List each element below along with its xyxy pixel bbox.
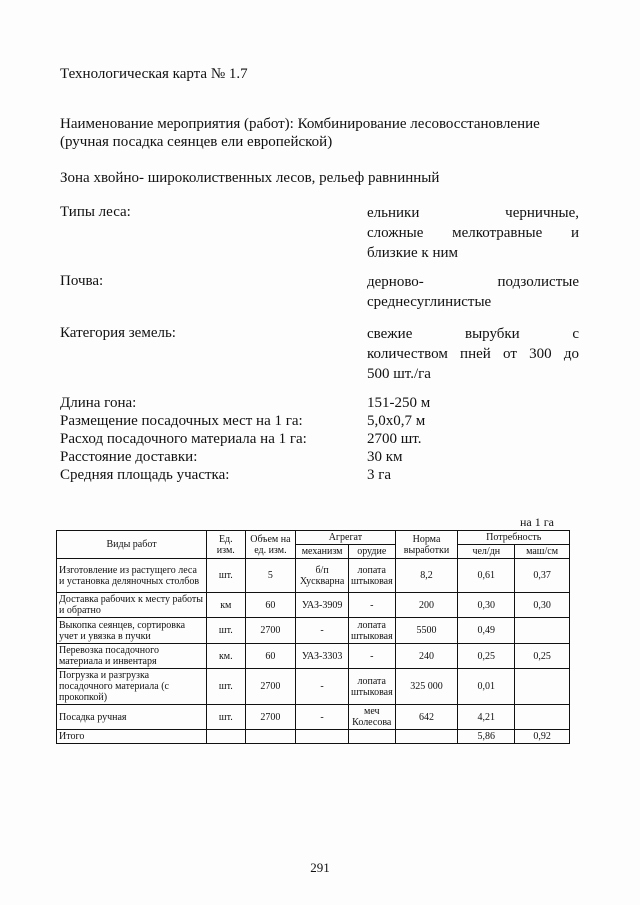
- norm-cell: 642: [395, 705, 458, 730]
- soil-line: среднесуглинистые: [367, 294, 492, 310]
- param-label: Размещение посадочных мест на 1 га:: [60, 413, 303, 429]
- mechanism-cell: -: [296, 705, 349, 730]
- param-label: Средняя площадь участка:: [60, 467, 230, 483]
- work-cell: Посадка ручная: [57, 705, 207, 730]
- norm-cell: 240: [395, 644, 458, 669]
- mechanism-cell: УАЗ-3303: [296, 644, 349, 669]
- volume-cell: 2700: [245, 705, 296, 730]
- machine-shifts-cell: [515, 705, 570, 730]
- header-work-type: Виды работ: [57, 531, 207, 559]
- measure-line-2: (ручная посадка сеянцев ели европейской): [60, 134, 333, 150]
- param-label: Расход посадочного материала на 1 га:: [60, 431, 307, 447]
- tool-cell: -: [348, 593, 395, 618]
- man-days-cell: 0,30: [458, 593, 515, 618]
- land-category-line: 500 шт./га: [367, 366, 431, 382]
- machine-shifts-cell: [515, 618, 570, 644]
- unit-cell: шт.: [207, 618, 246, 644]
- param-value: 2700 шт.: [367, 431, 422, 447]
- param-value: 30 км: [367, 449, 403, 465]
- land-category-value: [367, 324, 579, 384]
- tool-cell: [348, 730, 395, 744]
- param-label: Расстояние доставки:: [60, 449, 198, 465]
- norm-cell: 325 000: [395, 669, 458, 705]
- machine-shifts-cell: 0,25: [515, 644, 570, 669]
- tool-cell: -: [348, 644, 395, 669]
- header-mechanism: механизм: [296, 545, 349, 559]
- unit-cell: км.: [207, 644, 246, 669]
- work-cell: Доставка рабочих к месту работы и обратно: [57, 593, 207, 618]
- land-category-line: свежие вырубки с: [367, 326, 579, 342]
- tool-cell: лопата штыковая: [348, 559, 395, 593]
- header-tool: орудие: [348, 545, 395, 559]
- unit-cell: [207, 730, 246, 744]
- machine-shifts-cell: [515, 669, 570, 705]
- works-table: [56, 530, 570, 744]
- land-category-label: Категория земель:: [60, 325, 176, 341]
- page-number: 291: [310, 860, 330, 875]
- land-category-line: количеством пней от 300 до: [367, 346, 579, 362]
- man-days-cell: 0,25: [458, 644, 515, 669]
- mechanism-cell: -: [296, 618, 349, 644]
- volume-cell: [245, 730, 296, 744]
- forest-types-value: [367, 203, 579, 263]
- param-value: 5,0х0,7 м: [367, 413, 426, 429]
- param-row: [60, 430, 580, 448]
- volume-cell: 5: [245, 559, 296, 593]
- table-row: [57, 559, 570, 593]
- header-machine-shifts: маш/см: [515, 545, 570, 559]
- work-cell: Перевозка посадочного материала и инвентаря: [57, 644, 207, 669]
- forest-types-line: близкие к ним: [367, 245, 459, 261]
- header-aggregate: Агрегат: [296, 531, 395, 545]
- unit-cell: шт.: [207, 559, 246, 593]
- norm-cell: [395, 730, 458, 744]
- table-unit-label: на 1 га: [520, 515, 554, 529]
- man-days-cell: 0,61: [458, 559, 515, 593]
- volume-cell: 60: [245, 593, 296, 618]
- volume-cell: 2700: [245, 618, 296, 644]
- norm-cell: 200: [395, 593, 458, 618]
- table-total-row: [57, 730, 570, 744]
- header-volume: Объем на ед. изм.: [245, 531, 296, 559]
- soil-line: дерново- подзолистые: [367, 274, 579, 290]
- forest-types-label: Типы леса:: [60, 204, 131, 220]
- param-row: [60, 412, 580, 430]
- work-cell: Погрузка и разгрузка посадочного материала (с прокопкой): [57, 669, 207, 705]
- unit-cell: шт.: [207, 705, 246, 730]
- work-cell: Изготовление из растущего леса и установка деляночных столбов: [57, 559, 207, 593]
- machine-shifts-cell: 0,37: [515, 559, 570, 593]
- man-days-cell: 0,01: [458, 669, 515, 705]
- work-cell: Выкопка сеянцев, сортировка учет и увязка в пучки: [57, 618, 207, 644]
- table-row: [57, 618, 570, 644]
- machine-shifts-total-cell: 0,92: [515, 730, 570, 744]
- machine-shifts-cell: 0,30: [515, 593, 570, 618]
- soil-label: Почва:: [60, 273, 104, 289]
- unit-cell: км: [207, 593, 246, 618]
- soil-value: [367, 272, 579, 312]
- table-row: [57, 644, 570, 669]
- table-row: [57, 705, 570, 730]
- tool-cell: лопата штыковая: [348, 669, 395, 705]
- table-row: [57, 669, 570, 705]
- parameters-list: [60, 394, 580, 484]
- param-value: 151-250 м: [367, 395, 431, 411]
- volume-cell: 60: [245, 644, 296, 669]
- header-need: Потребность: [458, 531, 570, 545]
- zone-line: Зона хвойно- широколиственных лесов, рельеф равнинный: [60, 170, 440, 186]
- forest-types-line: сложные мелкотравные и: [367, 225, 579, 241]
- header-man-days: чел/дн: [458, 545, 515, 559]
- param-label: Длина гона:: [60, 395, 137, 411]
- table-row: [57, 593, 570, 618]
- header-norm: Норма выработки: [395, 531, 458, 559]
- work-cell: Итого: [57, 730, 207, 744]
- param-value: 3 га: [367, 467, 392, 483]
- unit-cell: шт.: [207, 669, 246, 705]
- man-days-total-cell: 5,86: [458, 730, 515, 744]
- param-row: [60, 466, 580, 484]
- header-unit: Ед. изм.: [207, 531, 246, 559]
- man-days-cell: 4,21: [458, 705, 515, 730]
- tool-cell: лопата штыковая: [348, 618, 395, 644]
- mechanism-cell: -: [296, 669, 349, 705]
- param-row: [60, 448, 580, 466]
- mechanism-cell: [296, 730, 349, 744]
- document-title: Технологическая карта № 1.7: [60, 66, 248, 82]
- man-days-cell: 0,49: [458, 618, 515, 644]
- mechanism-cell: б/п Хускварна: [296, 559, 349, 593]
- norm-cell: 5500: [395, 618, 458, 644]
- volume-cell: 2700: [245, 669, 296, 705]
- tool-cell: меч Колесова: [348, 705, 395, 730]
- mechanism-cell: УАЗ-3909: [296, 593, 349, 618]
- measure-line-1: Наименование мероприятия (работ): Комбинирование лесовосстановление: [60, 116, 540, 132]
- forest-types-line: ельники черничные,: [367, 205, 579, 221]
- norm-cell: 8,2: [395, 559, 458, 593]
- param-row: [60, 394, 580, 412]
